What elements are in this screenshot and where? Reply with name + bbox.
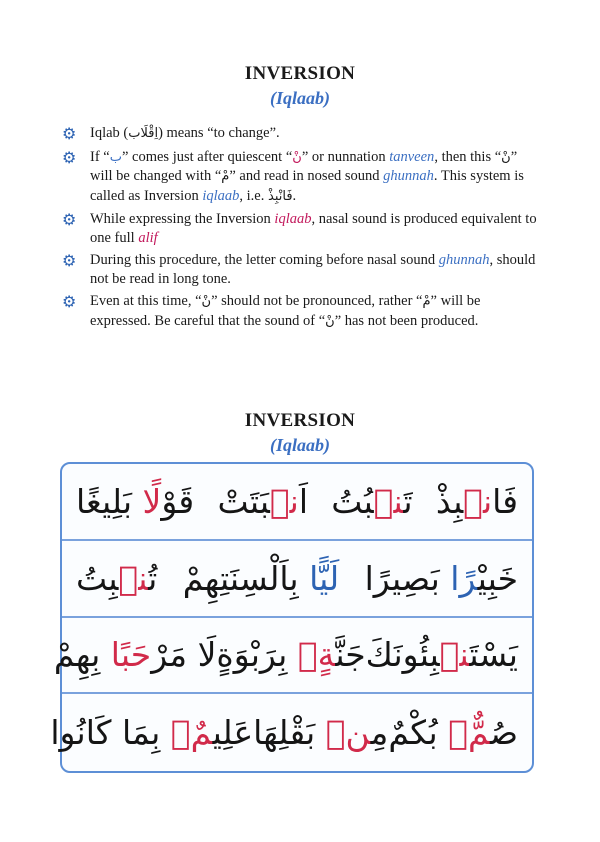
example-word: يَسْتَنۢبِئُونَكَ	[365, 635, 518, 675]
list-item: ⚙ Iqlab (اِقْلَاب) means “to change”.	[62, 124, 280, 143]
table-title: INVERSION	[244, 410, 356, 431]
example-word: قَوْلًا بَلِيغًا	[76, 481, 195, 521]
examples-table	[50, 462, 534, 773]
rules-list	[62, 124, 542, 335]
table-row	[50, 694, 532, 771]
example-word: لَا مَرْحَبًا بِهِمْ	[53, 635, 217, 675]
page-title: INVERSION	[244, 63, 356, 84]
table-row	[53, 618, 532, 695]
gear-icon: ⚙	[62, 292, 77, 311]
example-word: فَانۢبِذْ	[435, 481, 518, 521]
page-subtitle: (Iqlaab)	[270, 88, 330, 108]
gear-icon: ⚙	[62, 251, 77, 270]
list-item: ⚙ During this procedure, the letter coming before nasal sound ghunnah, should not be read in long tone.	[62, 251, 536, 287]
gear-icon: ⚙	[62, 210, 77, 229]
list-item: ⚙ Even at this time, “نْ” should not be pronounced, rather “مْ” will be expressed. Be careful that the sound of “نْ” has not been produced.	[62, 292, 481, 329]
list-item: ⚙ While expressing the Inversion iqlaab, nasal sound is produced equivalent to one full alif	[62, 210, 537, 246]
example-word: تَنۢبُتُ	[331, 481, 413, 521]
table-row	[62, 464, 532, 541]
example-word: خَبِيْرًا بَصِيرًا	[364, 558, 518, 598]
example-word: لَيًّا بِاَلْسِنَتِهِمْ	[182, 558, 340, 598]
example-word: اَنۢبَتَتْ	[217, 481, 308, 521]
list-item: ⚙ If “ب” comes just after quiescent “نْ” or nunnation tanveen, then this “نْ” will be changed with “مْ” and read in nosed sound ghunnah. This system is called as Inversion iqlaab, i.e. فَانْبِذْ.	[62, 147, 524, 204]
example-word: عَلِيمٌۢ بِمَا كَانُوا	[50, 713, 254, 753]
table-subtitle: (Iqlaab)	[270, 435, 330, 455]
example-word: جَنَّةٍۢ بِرَبْوَةٍ	[216, 635, 366, 675]
example-word: مِنۢ بَقْلِهَا	[253, 713, 389, 753]
example-word: تُنۢبِتُ	[76, 558, 158, 598]
gear-icon: ⚙	[62, 124, 77, 143]
table-row	[62, 541, 532, 618]
example-word: صُمٌّۢ بُكْمٌ	[388, 713, 518, 753]
gear-icon: ⚙	[62, 147, 77, 167]
